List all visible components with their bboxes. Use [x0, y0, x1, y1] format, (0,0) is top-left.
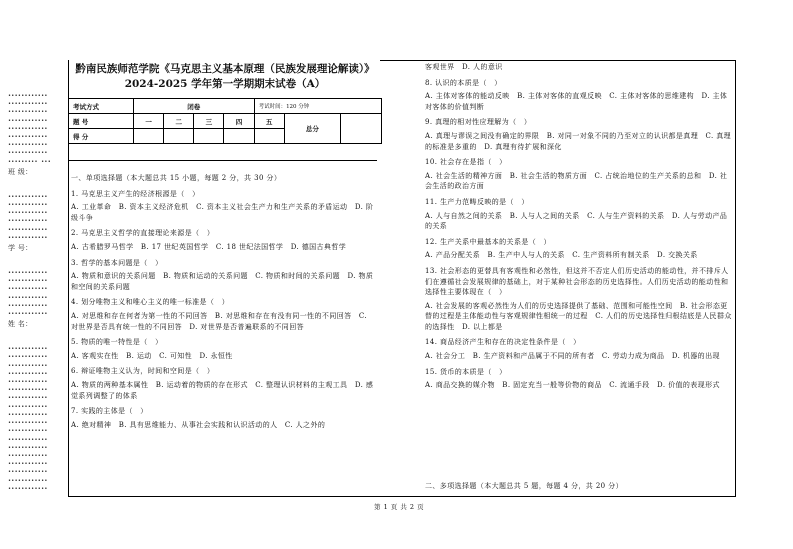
- dotted-line: ••••••••••••: [8, 286, 48, 293]
- column-5: 五: [254, 114, 284, 129]
- question-5-options: A. 客观实在性 B. 运动 C. 可知性 D. 永恒性: [71, 351, 233, 360]
- score-cell-2[interactable]: [164, 129, 194, 144]
- question-11-options: A. 人与自然之间的关系 B. 人与人之间的关系 C. 人与生产资料的关系 D. 人与劳动产品的关系: [425, 211, 728, 231]
- dotted-line: ••••••••••••: [8, 387, 48, 394]
- dotted-line: ••••••••• •••: [8, 158, 52, 165]
- dotted-line: ••••••••••••: [8, 354, 48, 361]
- dotted-line: ••••••••••••: [8, 234, 48, 241]
- question-2-options: A. 古希腊罗马哲学 B. 17 世纪英国哲学 C. 18 世纪法国哲学 D. 德国古典哲学: [71, 242, 347, 251]
- question-4-stem: 4. 划分唯物主义和唯心主义的唯一标准是（ ）: [71, 298, 230, 307]
- dotted-line: ••••••••••••: [8, 436, 48, 443]
- dotted-line: ••••••••••••: [8, 142, 48, 149]
- section1-heading: 一、单项选择题（本大题总共 15 小题，每题 2 分，共 30 分）: [71, 174, 282, 182]
- dotted-line: ••••••••••••: [8, 226, 48, 233]
- question-9-options: A. 真理与谬误之间没有确定的界限 B. 对同一对象不同的乃至对立的认识都是真理 C. 真理的标准是多重的 D. 真理有待扩展和深化: [425, 131, 732, 151]
- dotted-line: ••••••••••••: [8, 461, 48, 468]
- score-label: 得 分: [69, 129, 134, 144]
- section-divider: [68, 160, 377, 161]
- question-13-options: A. 社会发展的客观必然性为人们的历史选择提供了基础、范围和可能性空间 B. 社会形态更替的过程是主体能动性与客观规律性相统一的过程 C. 人们的历史选择性归根结底是人民群众的选择性 D. 以上都是: [425, 301, 732, 331]
- dotted-line: ••••••••••••: [8, 403, 48, 410]
- column-4: 四: [224, 114, 254, 129]
- question-2-stem: 2. 马克思主义哲学的直接理论来源是（ ）: [71, 229, 215, 238]
- question-number-label: 题 号: [69, 114, 134, 129]
- dotted-line: ••••••••••••: [8, 452, 48, 459]
- question-1-stem: 1. 马克思主义产生的经济根源是（ ）: [71, 189, 200, 198]
- class-label: 班 级：: [8, 167, 33, 176]
- question-3-options: A. 物质和意识的关系问题 B. 物质和运动的关系问题 C. 物质和时间的关系问题 D. 物质和空间的关系问题: [71, 272, 374, 291]
- score-cell-3[interactable]: [194, 129, 224, 144]
- dotted-line: ••••••••••••: [8, 125, 48, 132]
- dotted-line: ••••••••••••: [8, 420, 48, 427]
- question-14-stem: 14. 商品经济产生和存在的决定性条件是（ ）: [425, 338, 581, 347]
- exam-method-value: 闭卷: [134, 99, 255, 114]
- dotted-line: ••••••••••••: [8, 485, 48, 492]
- dotted-line: ••••••••••••: [8, 477, 48, 484]
- question-14-options: A. 社会分工 B. 生产资料和产品属于不同的所有者 C. 劳动力成为商品 D. 机器的出现: [425, 352, 720, 361]
- question-10-stem: 10. 社会存在是指（ ）: [425, 158, 507, 167]
- dotted-line: ••••••••••••: [8, 150, 48, 157]
- question-7-options: A. 绝对精神 B. 具有思维能力、从事社会实践和认识活动的人 C. 人之外的: [71, 420, 326, 429]
- dotted-line: ••••••••••••: [8, 311, 48, 318]
- exam-time: 考试时间：120 分钟: [254, 99, 381, 114]
- dotted-line: ••••••••••••: [8, 270, 48, 277]
- student-id-label: 学 号：: [8, 244, 33, 253]
- dotted-line: ••••••••••••: [8, 202, 48, 209]
- question-1-options: A. 工业革命 B. 资本主义经济危机 C. 资本主义社会生产力和生产关系的矛盾运动 D. 阶级斗争: [71, 203, 374, 222]
- question-7-continuation: 客观世界 D. 人的意识: [425, 63, 503, 71]
- score-cell-5[interactable]: [254, 129, 284, 144]
- total-label: 总分: [284, 114, 340, 144]
- exam-title-line1: 黔南民族师范学院《马克思主义基本原理（民族发展理论解读）》: [75, 63, 375, 75]
- question-6-options: A. 物质的两种基本属性 B. 运动着的物质的存在形式 C. 整理认识材料的主观工具 D. 感觉系列调整了的体系: [71, 380, 374, 400]
- exam-method-label: 考试方式: [69, 99, 134, 114]
- section2-heading: 二、多项选择题（本大题总共 5 题，每题 4 分，共 20 分）: [425, 482, 623, 490]
- question-4-options: A. 对思维和存在何者为第一性的不同回答 B. 对思维和存在有没有同一性的不同回答 C. 对世界是否具有统一性的不同回答 D. 对世界是否普遍联系的不同回答: [71, 311, 368, 331]
- question-3-stem: 3. 哲学的基本问题是（ ）: [71, 258, 163, 267]
- dotted-line: ••••••••••••: [8, 346, 48, 353]
- section1-right: [425, 59, 733, 391]
- dotted-line: ••••••••••••: [8, 411, 48, 418]
- question-15-options: A. 商品交换的媒介物 B. 固定充当一般等价物的商品 C. 流通手段 D. 价值的表现形式: [425, 381, 720, 390]
- question-12-stem: 12. 生产关系中最基本的关系是（ ）: [425, 237, 551, 246]
- question-8-options: A. 主体对客体的能动反映 B. 主体对客体的直观反映 C. 主体对客体的思维建构 D. 主体对客体的价值判断: [425, 92, 728, 111]
- score-table: [68, 98, 382, 144]
- dotted-line: ••••••••••••: [8, 134, 48, 141]
- column-2: 二: [164, 114, 194, 129]
- dotted-line: ••••••••••••: [8, 193, 48, 200]
- question-7-stem: 7. 实践的主体是（ ）: [71, 407, 148, 416]
- dotted-line: ••••••••••••: [8, 294, 48, 301]
- dotted-line: ••••••••••••: [8, 444, 48, 451]
- dotted-line: ••••••••••••: [8, 302, 48, 309]
- question-10-options: A. 社会生活的精神方面 B. 社会生活的物质方面 C. 占统治地位的生产关系的总和 D. 社会生活的政治方面: [425, 171, 728, 191]
- question-11-stem: 11. 生产力范畴反映的是（ ）: [425, 197, 529, 206]
- column-1: 一: [134, 114, 164, 129]
- question-15-stem: 15. 货币的本质是（ ）: [425, 367, 507, 376]
- question-9-stem: 9. 真理的相对性应理解为（ ）: [425, 118, 532, 127]
- dotted-line: ••••••••••••: [8, 210, 48, 217]
- dotted-line: ••••••••••••: [8, 109, 48, 116]
- exam-header: [70, 62, 380, 92]
- dotted-line: ••••••••••••: [8, 428, 48, 435]
- dotted-line: ••••••••••••: [8, 117, 48, 124]
- dotted-line: ••••••••••••: [8, 395, 48, 402]
- name-label: 姓 名：: [8, 320, 33, 329]
- dotted-line: ••••••••••••: [8, 370, 48, 377]
- exam-title-line2: 2024-2025 学年第一学期期末试卷（A）: [124, 78, 326, 90]
- column-3: 三: [194, 114, 224, 129]
- total-score-cell[interactable]: [341, 114, 382, 144]
- dotted-line: ••••••••••••: [8, 93, 48, 99]
- dotted-line: ••••••••••••: [8, 379, 48, 386]
- page-footer: 第 1 页 共 2 页: [374, 503, 425, 511]
- question-5-stem: 5. 物质的唯一特性是（ ）: [71, 338, 163, 347]
- exam-title: [70, 62, 380, 92]
- dotted-line: ••••••••••••: [8, 101, 48, 108]
- score-cell-1[interactable]: [134, 129, 164, 144]
- question-8-stem: 8. 认识的本质是（ ）: [425, 78, 502, 87]
- dotted-line: ••••••••••••: [8, 218, 48, 225]
- dotted-line: ••••••••••••: [8, 469, 48, 476]
- section1-left: [71, 168, 377, 430]
- question-13-stem: 13. 社会形态的更替具有客观性和必然性，但这并不否定人们历史活动的能动性，并不排斥人们在遵循社会发展规律的基础上，对于某种社会形态的历史选择性。人们历史活动的能动性和选择性主要体现在（ ）: [425, 266, 729, 297]
- dotted-line: ••••••••••••: [8, 278, 48, 285]
- dotted-line: ••••••••••••: [8, 362, 48, 369]
- score-cell-4[interactable]: [224, 129, 254, 144]
- question-6-stem: 6. 辩证唯物主义认为，时间和空间是（ ）: [71, 367, 215, 376]
- binding-margin: [8, 92, 58, 493]
- question-12-options: A. 产品分配关系 B. 生产中人与人的关系 C. 生产资料所有制关系 D. 交换关系: [425, 251, 698, 260]
